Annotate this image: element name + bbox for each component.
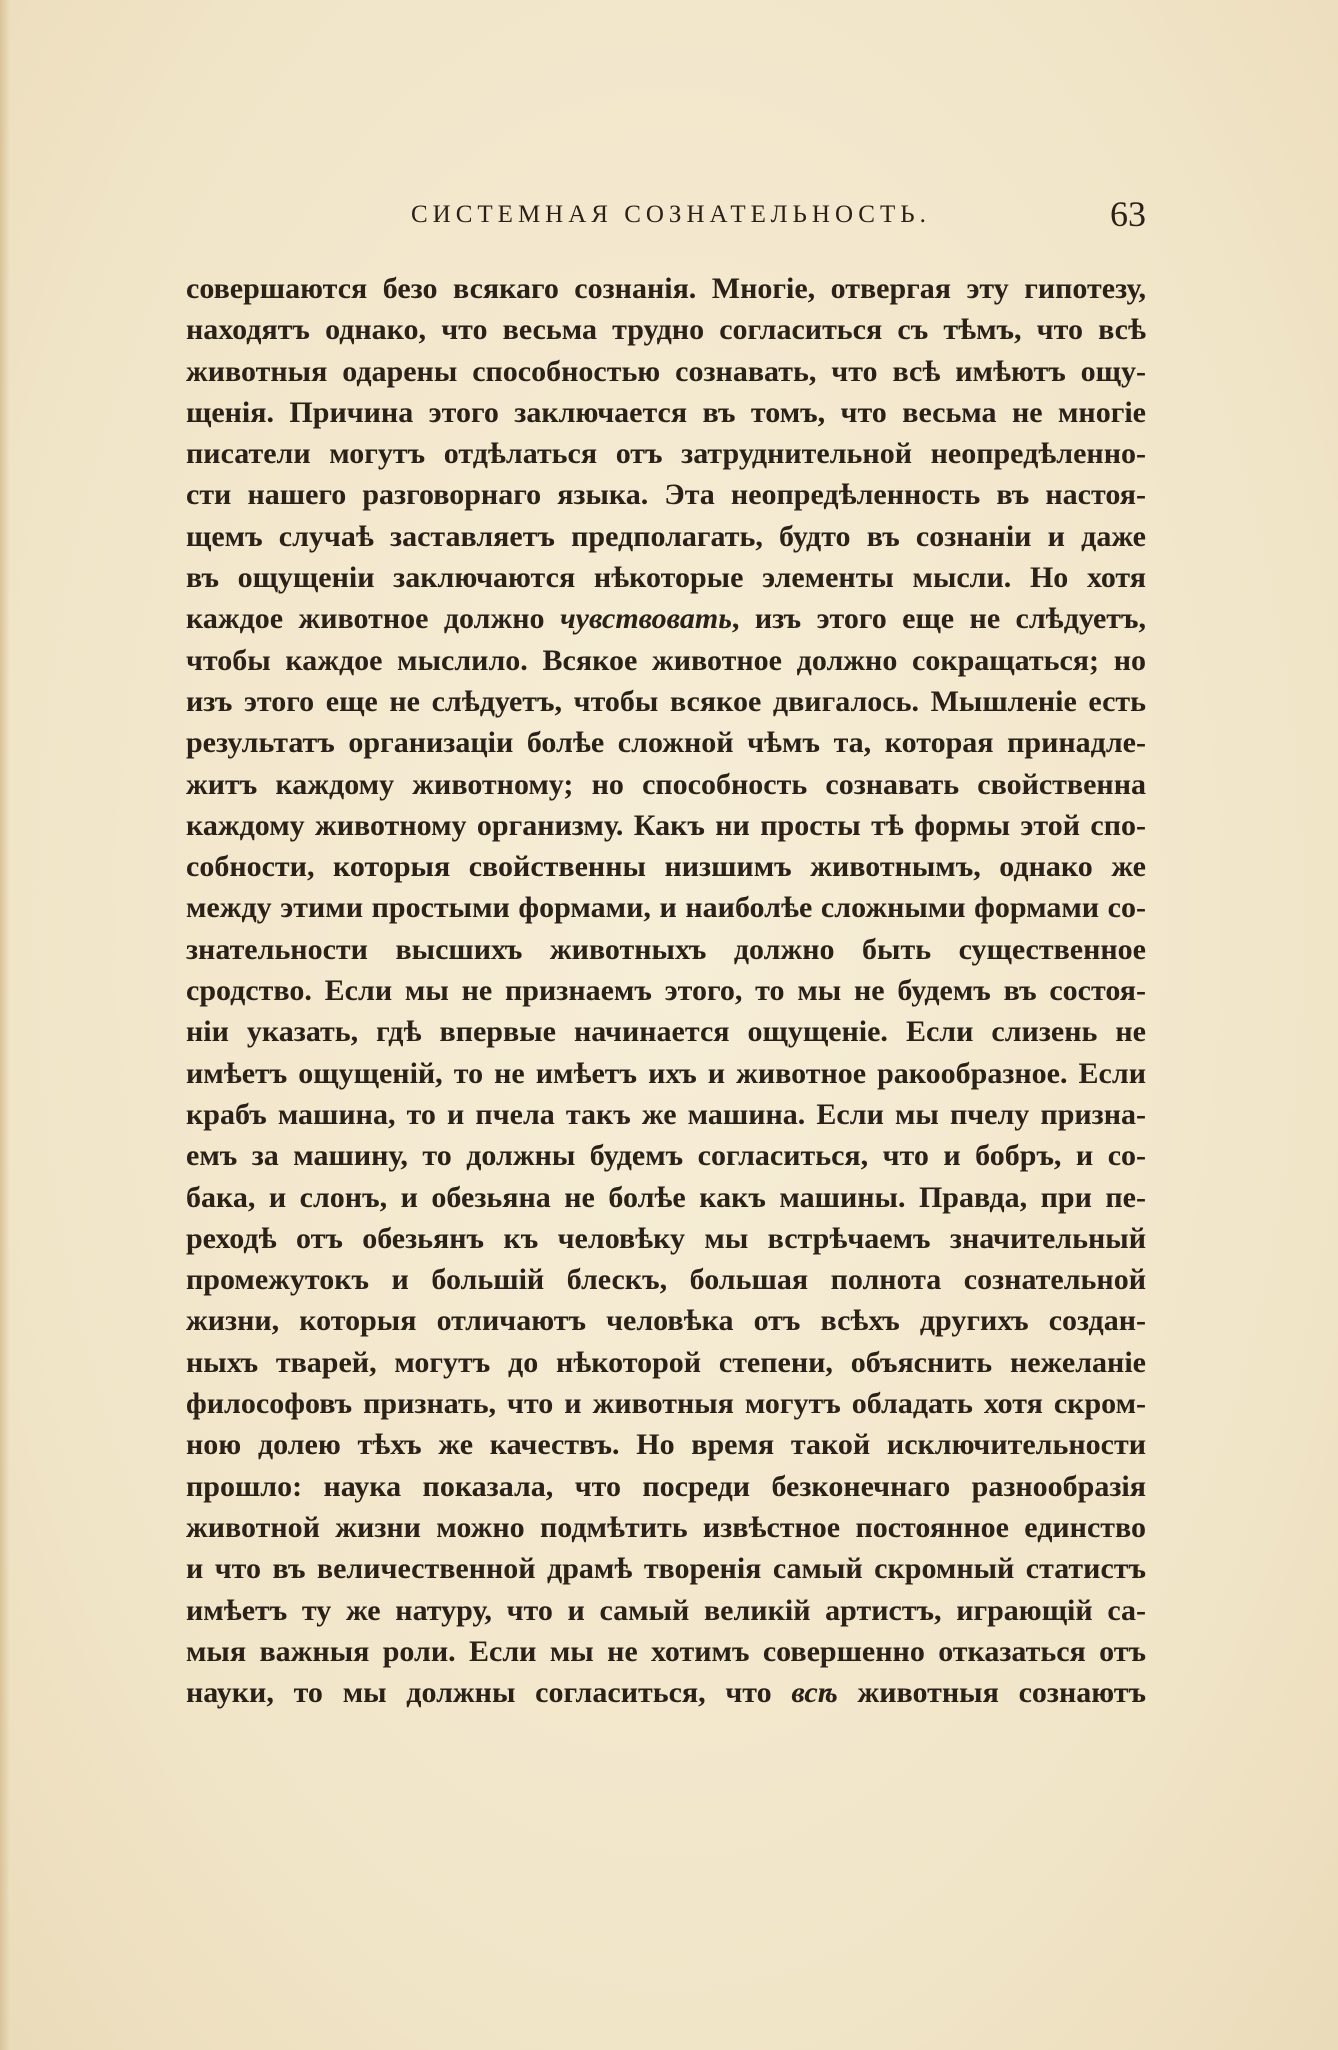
text-segment: прошло: наука показала, что посреди безконечнаго разнообразія [186,1469,1146,1503]
text-line [186,1094,1146,1135]
text-line [186,516,1146,557]
text-segment: чтобы каждое мыслило. Всякое животное должно сокращаться; но [186,643,1146,677]
text-line [186,722,1146,763]
text-segment: крабъ машина, то и пчела такъ же машина. Если мы пчелу призна- [186,1097,1146,1131]
text-segment: каждому животному организму. Какъ ни просты тѣ формы этой спо- [186,808,1146,842]
text-segment: имѣетъ ту же натуру, что и самый великій артистъ, играющій са- [186,1593,1146,1627]
text-line [186,1548,1146,1589]
text-segment: щенія. Причина этого заключается въ томъ, что весьма не многіе [186,395,1146,429]
text-line [186,887,1146,928]
text-line [186,392,1146,433]
page-gutter-shadow [0,0,10,2050]
page-header [186,193,1146,243]
text-segment: собности, которыя свойственны низшимъ животнымъ, однако же [186,850,1146,884]
text-line [186,805,1146,846]
text-line [186,970,1146,1011]
text-segment: въ ощущеніи заключаются нѣкоторые элементы мысли. Но хотя [186,561,1146,595]
text-line [186,681,1146,722]
text-segment: философовъ признать, что и животныя могутъ обладать хотя скром- [186,1387,1146,1421]
text-line [186,1342,1146,1383]
text-line [186,1672,1146,1713]
text-segment: знательности высшихъ животныхъ должно быть существенное [186,932,1146,966]
text-segment: сти нашего разговорнаго языка. Эта неопредѣленность въ настоя- [186,478,1146,512]
text-line [186,1466,1146,1507]
text-segment: щемъ случаѣ заставляетъ предполагать, будто въ сознаніи и даже [186,519,1146,553]
text-line [186,929,1146,970]
text-line [186,1631,1146,1672]
text-segment: результатъ организаціи болѣе сложной чѣмъ та, которая принадле- [186,726,1146,760]
text-segment: ною долею тѣхъ же качествъ. Но время такой исключительности [186,1428,1146,1462]
text-segment: животныя одарены способностью сознавать, что всѣ имѣютъ ощу- [186,354,1146,388]
emphasized-word: всѣ [791,1676,838,1710]
text-segment: находятъ однако, что весьма трудно согласиться съ тѣмъ, что всѣ [186,313,1146,347]
text-segment: науки, то мы должны согласиться, что [186,1676,792,1710]
text-line [186,268,1146,309]
text-line [186,640,1146,681]
text-line [186,1507,1146,1548]
text-line [186,309,1146,350]
text-line [186,557,1146,598]
text-line [186,1053,1146,1094]
text-segment: животной жизни можно подмѣтить извѣстное постоянное единство [186,1510,1146,1544]
text-line [186,351,1146,392]
text-line [186,1300,1146,1341]
text-segment: между этими простыми формами, и наиболѣе сложными формами со- [186,891,1146,925]
text-segment: изъ этого еще не слѣдуетъ, чтобы всякое двигалось. Мышленіе есть [186,684,1146,718]
text-segment: емъ за машину, то должны будемъ согласиться, что и бобръ, и со- [186,1139,1146,1173]
running-title: СИСТЕМНАЯ СОЗНАТЕЛЬНОСТЬ. [411,201,931,228]
text-line [186,1218,1146,1259]
page-number: 63 [1110,194,1146,234]
text-line [186,598,1146,639]
text-segment: и что въ величественной драмѣ творенія самый скромный статистъ [186,1552,1146,1586]
text-line [186,433,1146,474]
text-segment: сродство. Если мы не признаемъ этого, то мы не будемъ въ состоя- [186,974,1146,1008]
text-segment: житъ каждому животному; но способность сознавать свойственна [186,767,1146,801]
text-line [186,474,1146,515]
text-line [186,1259,1146,1300]
text-segment: совершаются безо всякаго сознанія. Многіе, отвергая эту гипотезу, [186,272,1146,305]
text-segment: каждое животное должно [186,602,560,636]
text-segment: животныя сознаютъ [837,1676,1146,1710]
text-segment: промежутокъ и большій блескъ, большая полнота сознательной [186,1263,1146,1297]
text-line [186,1590,1146,1631]
text-segment: мыя важныя роли. Если мы не хотимъ совершенно отказаться отъ [186,1634,1146,1668]
text-segment: бака, и слонъ, и обезьяна не болѣе какъ машины. Правда, при пе- [186,1180,1146,1214]
text-segment: реходѣ отъ обезьянъ къ человѣку мы встрѣчаемъ значительный [186,1221,1146,1255]
text-line [186,1424,1146,1465]
text-line [186,846,1146,887]
text-line [186,1177,1146,1218]
text-segment: , изъ этого еще не слѣдуетъ, [731,602,1146,636]
body-text [186,268,1146,1713]
text-line [186,1135,1146,1176]
text-line [186,764,1146,805]
text-line [186,1383,1146,1424]
text-segment: ніи указать, гдѣ впервые начинается ощущеніе. Если слизень не [186,1015,1146,1049]
text-segment: ныхъ тварей, могутъ до нѣкоторой степени, объяснить нежеланіе [186,1345,1146,1379]
text-segment: жизни, которыя отличаютъ человѣка отъ всѣхъ другихъ создан- [186,1304,1146,1338]
emphasized-word: чувствовать [559,602,732,636]
text-segment: имѣетъ ощущеній, то не имѣетъ ихъ и животное ракообразное. Если [186,1056,1146,1090]
text-line [186,1011,1146,1052]
text-segment: писатели могутъ отдѣлаться отъ затруднительной неопредѣленно- [186,437,1146,471]
